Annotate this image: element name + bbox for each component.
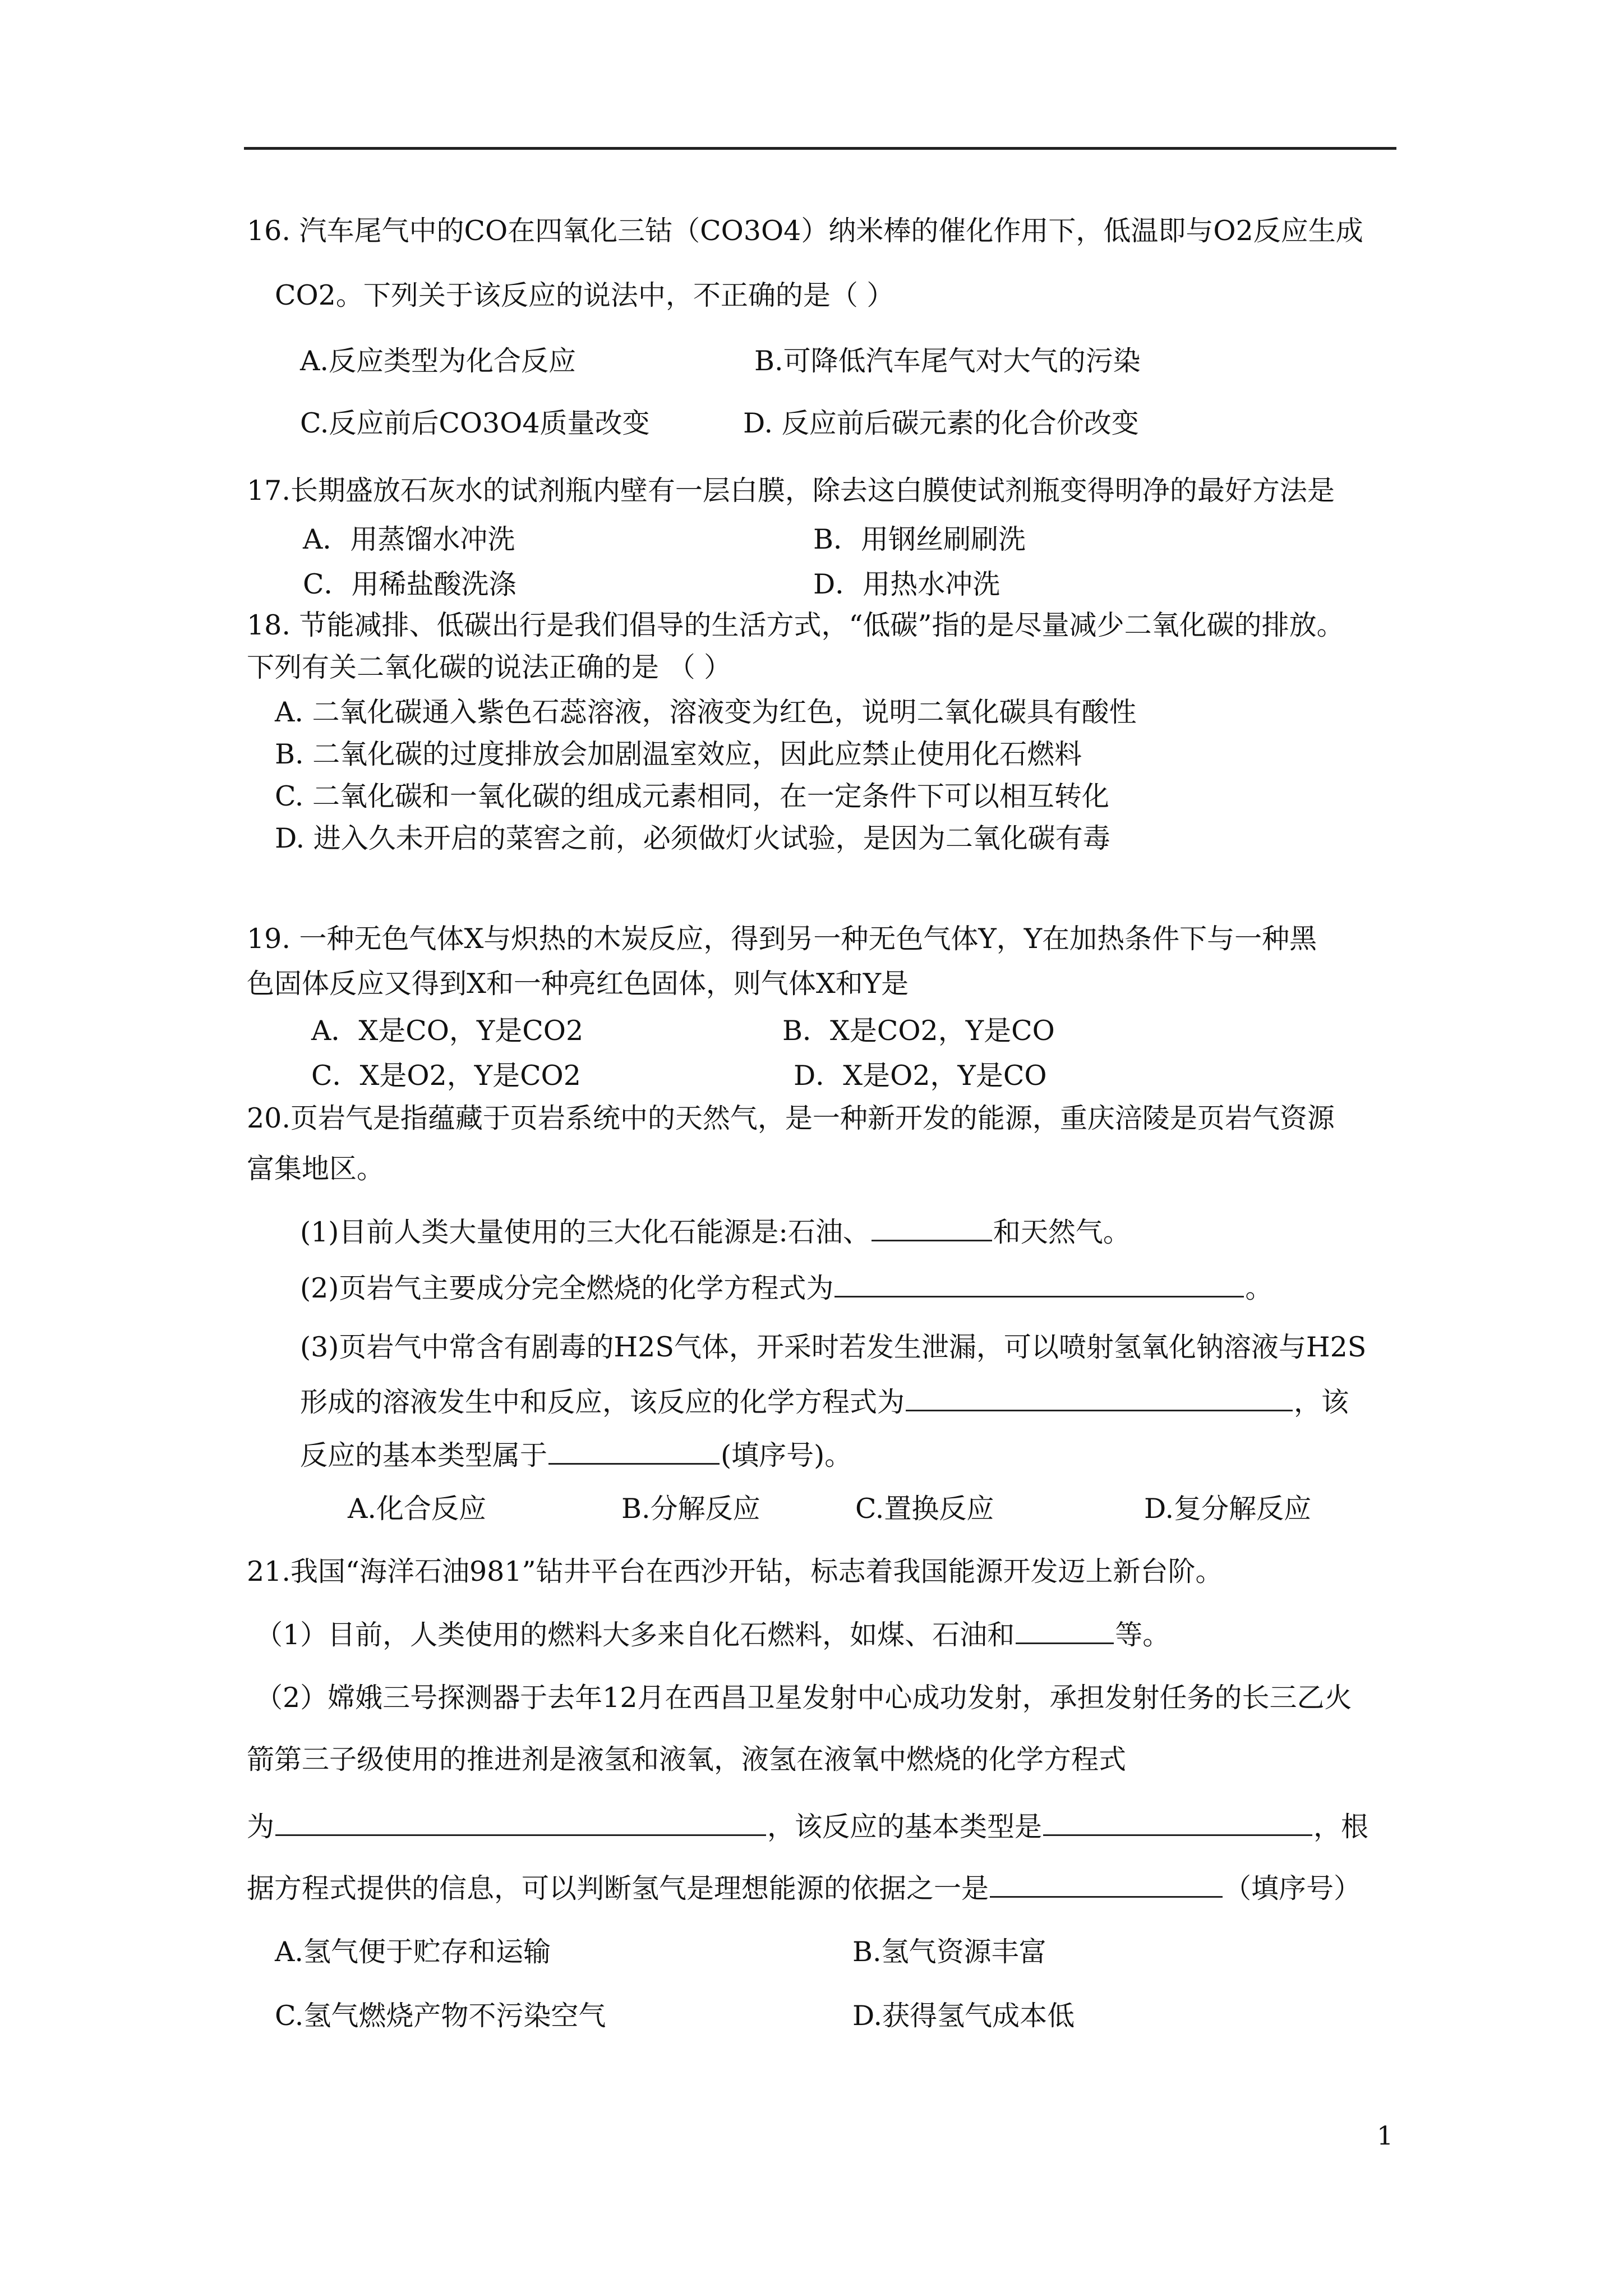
q20-part3-text-a: 形成的溶液发生中和反应，该反应的化学方程式为	[300, 1386, 905, 1418]
q21-part1-text-b: 等。	[1115, 1619, 1170, 1651]
q21-option-b: B.氢气资源丰富	[852, 1936, 1046, 1968]
page-number: 1	[1377, 2120, 1394, 2151]
q21-part2-text-e: （填序号）	[1224, 1872, 1362, 1904]
q16-stem-line2: CO2。下列关于该反应的说法中，不正确的是（ ）	[275, 279, 895, 311]
q17-option-c: C．用稀盐酸洗涤	[303, 568, 517, 600]
q20-part3-line1: (3)页岩气中常含有剧毒的H2S气体，开采时若发生泄漏，可以喷射氢氧化钠溶液与H2S	[300, 1331, 1367, 1363]
q16-option-b: B.可降低汽车尾气对大气的污染	[754, 345, 1141, 377]
q21-part2-line3	[247, 1807, 1368, 1845]
q21-part2-line4	[247, 1869, 1361, 1907]
q20-part2-text-a: (2)页岩气主要成分完全燃烧的化学方程式为	[300, 1272, 834, 1304]
q19-stem-line2: 色固体反应又得到X和一种亮红色固体，则气体X和Y是	[247, 968, 909, 1000]
q21-option-c: C.氢气燃烧产物不污染空气	[275, 2000, 606, 2032]
q20-part2	[300, 1269, 1272, 1306]
q21-equation-blank[interactable]	[275, 1807, 766, 1836]
q20-option-d: D.复分解反应	[1144, 1493, 1312, 1525]
q17-stem: 17.长期盛放石灰水的试剂瓶内壁有一层白膜，除去这白膜使试剂瓶变得明净的最好方法是	[247, 475, 1335, 507]
q20-stem-line1: 20.页岩气是指蕴藏于页岩系统中的天然气，是一种新开发的能源，重庆涪陵是页岩气资源	[247, 1102, 1335, 1134]
q16-stem-line1: 16. 汽车尾气中的CO在四氧化三钴（CO3O4）纳米棒的催化作用下，低温即与O2反应生成	[247, 215, 1363, 247]
q21-option-d: D.获得氢气成本低	[852, 2000, 1075, 2032]
q19-stem-line1: 19. 一种无色气体X与炽热的木炭反应，得到另一种无色气体Y，Y在加热条件下与一种黑	[247, 923, 1317, 955]
q20-part1-text-a: (1)目前人类大量使用的三大化石能源是:石油、	[300, 1216, 870, 1248]
q21-stem: 21.我国“海洋石油981”钻井平台在西沙开钻，标志着我国能源开发迈上新台阶。	[247, 1556, 1223, 1588]
q21-part1-answer-blank[interactable]	[1016, 1616, 1114, 1644]
q21-part2-text-b: ，该反应的基本类型是	[767, 1811, 1043, 1843]
q20-part2-answer-blank[interactable]	[834, 1269, 1244, 1297]
q18-option-d: D. 进入久未开启的菜窖之前，必须做灯火试验，是因为二氧化碳有毒	[275, 822, 1110, 854]
q17-option-d: D．用热水冲洗	[813, 568, 1000, 600]
q20-part1-answer-blank[interactable]	[872, 1213, 992, 1241]
q21-part2-text-d: 据方程式提供的信息，可以判断氢气是理想能源的依据之一是	[247, 1872, 989, 1904]
q20-part2-text-b: 。	[1245, 1272, 1273, 1304]
q20-part3-equation-blank[interactable]	[906, 1383, 1293, 1411]
q19-option-c: C．X是O2，Y是CO2	[311, 1060, 581, 1092]
q18-option-b: B. 二氧化碳的过度排放会加剧温室效应，因此应禁止使用化石燃料	[275, 738, 1082, 770]
q20-part3-type-blank[interactable]	[548, 1436, 720, 1465]
q20-part3-text-d: (填序号)。	[721, 1439, 852, 1471]
q16-option-a: A.反应类型为化合反应	[300, 345, 576, 377]
q18-stem-line1: 18. 节能减排、低碳出行是我们倡导的生活方式，“低碳”指的是尽量减少二氧化碳的排放。	[247, 609, 1344, 641]
q20-part3-line3	[300, 1436, 852, 1474]
q21-part2-line2: 箭第三子级使用的推进剂是液氢和液氧，液氢在液氧中燃烧的化学方程式	[247, 1743, 1127, 1775]
q20-part3-text-c: 反应的基本类型属于	[300, 1439, 548, 1471]
q21-reaction-type-blank[interactable]	[1043, 1807, 1312, 1836]
q21-option-a: A.氢气便于贮存和运输	[275, 1936, 551, 1968]
q21-basis-blank[interactable]	[990, 1869, 1223, 1898]
q16-option-c: C.反应前后CO3O4质量改变	[300, 407, 650, 439]
q16-option-d: D. 反应前后碳元素的化合价改变	[743, 407, 1139, 439]
q20-part3-text-b: ，该	[1294, 1386, 1349, 1418]
q21-part2-text-a: 为	[247, 1811, 275, 1843]
q19-option-a: A．X是CO，Y是CO2	[311, 1015, 584, 1047]
q19-option-b: B．X是CO2，Y是CO	[782, 1015, 1055, 1047]
q17-option-a: A．用蒸馏水冲洗	[303, 523, 515, 555]
q20-option-b: B.分解反应	[621, 1493, 760, 1525]
q21-part1-text-a: （1）目前，人类使用的燃料大多来自化石燃料，如煤、石油和	[255, 1619, 1015, 1651]
header-rule	[244, 147, 1396, 150]
q20-part1-text-b: 和天然气。	[993, 1216, 1131, 1248]
q17-option-b: B．用钢丝刷刷洗	[813, 523, 1026, 555]
q21-part2-text-c: ，根	[1313, 1811, 1369, 1843]
q20-part3-line2	[300, 1383, 1349, 1420]
q20-stem-line2: 富集地区。	[247, 1153, 385, 1185]
q20-part1	[300, 1213, 1131, 1250]
q21-part2-line1: （2）嫦娥三号探测器于去年12月在西昌卫星发射中心成功发射，承担发射任务的长三乙火	[255, 1682, 1352, 1714]
q18-stem-line2: 下列有关二氧化碳的说法正确的是 （ ）	[247, 651, 732, 683]
q19-option-d: D．X是O2，Y是CO	[794, 1060, 1047, 1092]
q18-option-a: A. 二氧化碳通入紫色石蕊溶液，溶液变为红色，说明二氧化碳具有酸性	[275, 696, 1137, 728]
q20-option-c: C.置换反应	[855, 1493, 994, 1525]
q18-option-c: C. 二氧化碳和一氧化碳的组成元素相同，在一定条件下可以相互转化	[275, 780, 1109, 812]
q20-option-a: A.化合反应	[348, 1493, 486, 1525]
q21-part1	[255, 1616, 1170, 1653]
